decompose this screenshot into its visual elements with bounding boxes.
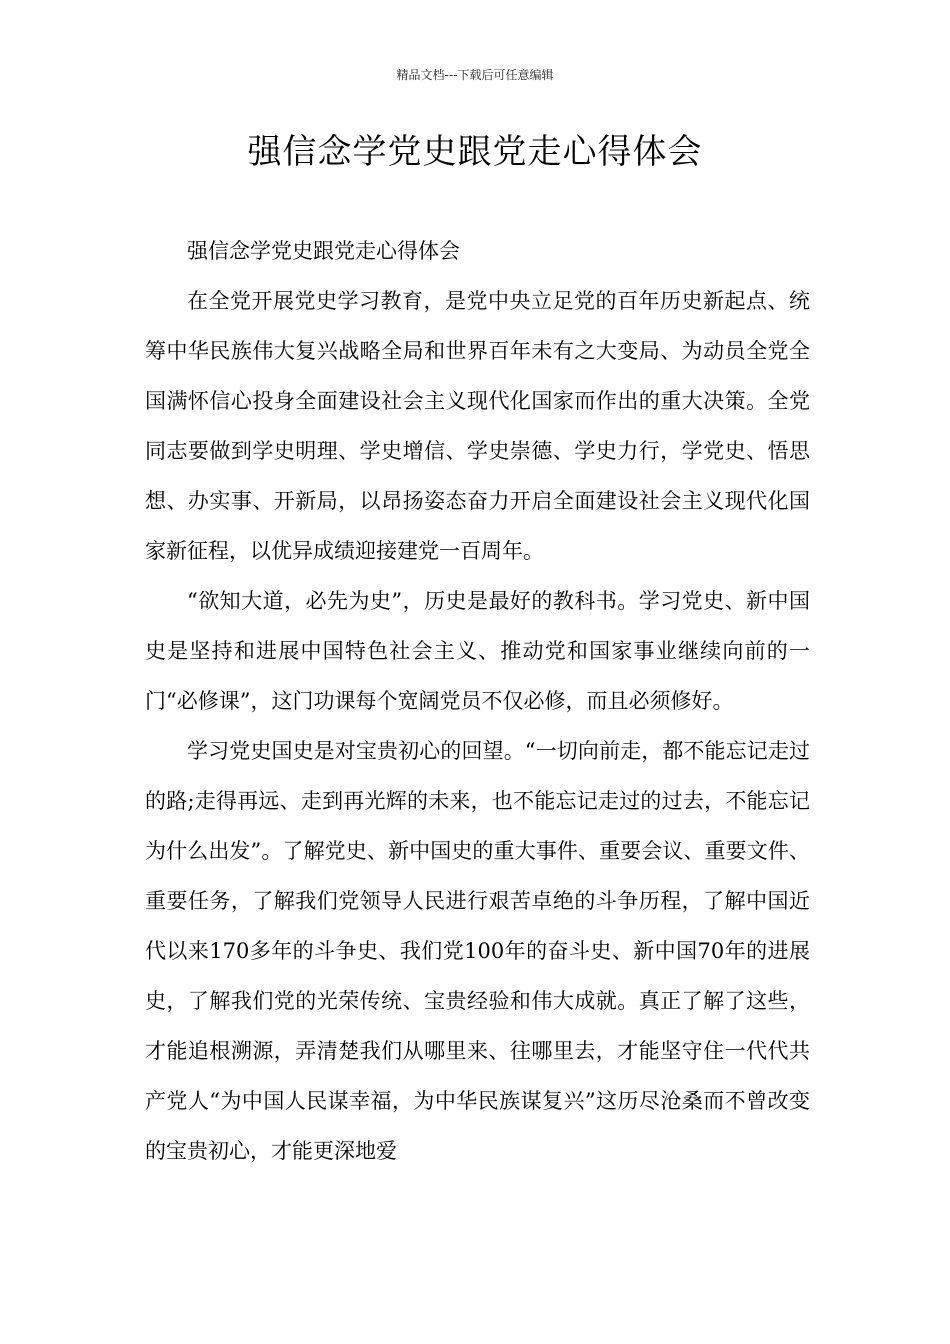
document-body [145, 226, 810, 1176]
document-title: 强信念学党史跟党走心得体会 [247, 132, 703, 172]
header-note: 精品文档---下载后可任意编辑 [396, 68, 554, 82]
paragraph: 学习党史国史是对宝贵初心的回望。“一切向前走，都不能忘记走过的路;走得再远、走到再光辉的未来，也不能忘记走过的过去，不能忘记为什么出发”。了解党史、新中国史的重大事件、重要会议、重要文件、重要任务，了解我们党领导人民进行艰苦卓绝的斗争历程，了解中国近代以来170多年的斗争史、我们党100年的奋斗史、新中国70年的进展史，了解我们党的光荣传统、宝贵经验和伟大成就。真正了解了这些，才能追根溯源，弄清楚我们从哪里来、往哪里去，才能坚守住一代代共产党人“为中国人民谋幸福，为中华民族谋复兴”这历尽沧桑而不曾改变的宝贵初心，才能更深地爱 [145, 739, 810, 1163]
paragraph: “欲知大道，必先为史”，历史是最好的教科书。学习党史、新中国史是坚持和进展中国特色社会主义、推动党和国家事业继续向前的一门“必修课”，这门功课每个宽阔党员不仅必修，而且必须修好。 [145, 589, 810, 713]
paragraph: 在全党开展党史学习教育，是党中央立足党的百年历史新起点、统筹中华民族伟大复兴战略全局和世界百年未有之大变局、为动员全党全国满怀信心投身全面建设社会主义现代化国家而作出的重大决策。全党同志要做到学史明理、学史增信、学史崇德、学史力行，学党史、悟思想、办实事、开新局，以昂扬姿态奋力开启全面建设社会主义现代化国家新征程，以优异成绩迎接建党一百周年。 [145, 289, 810, 563]
paragraph-subtitle: 强信念学党史跟党走心得体会 [187, 239, 460, 263]
